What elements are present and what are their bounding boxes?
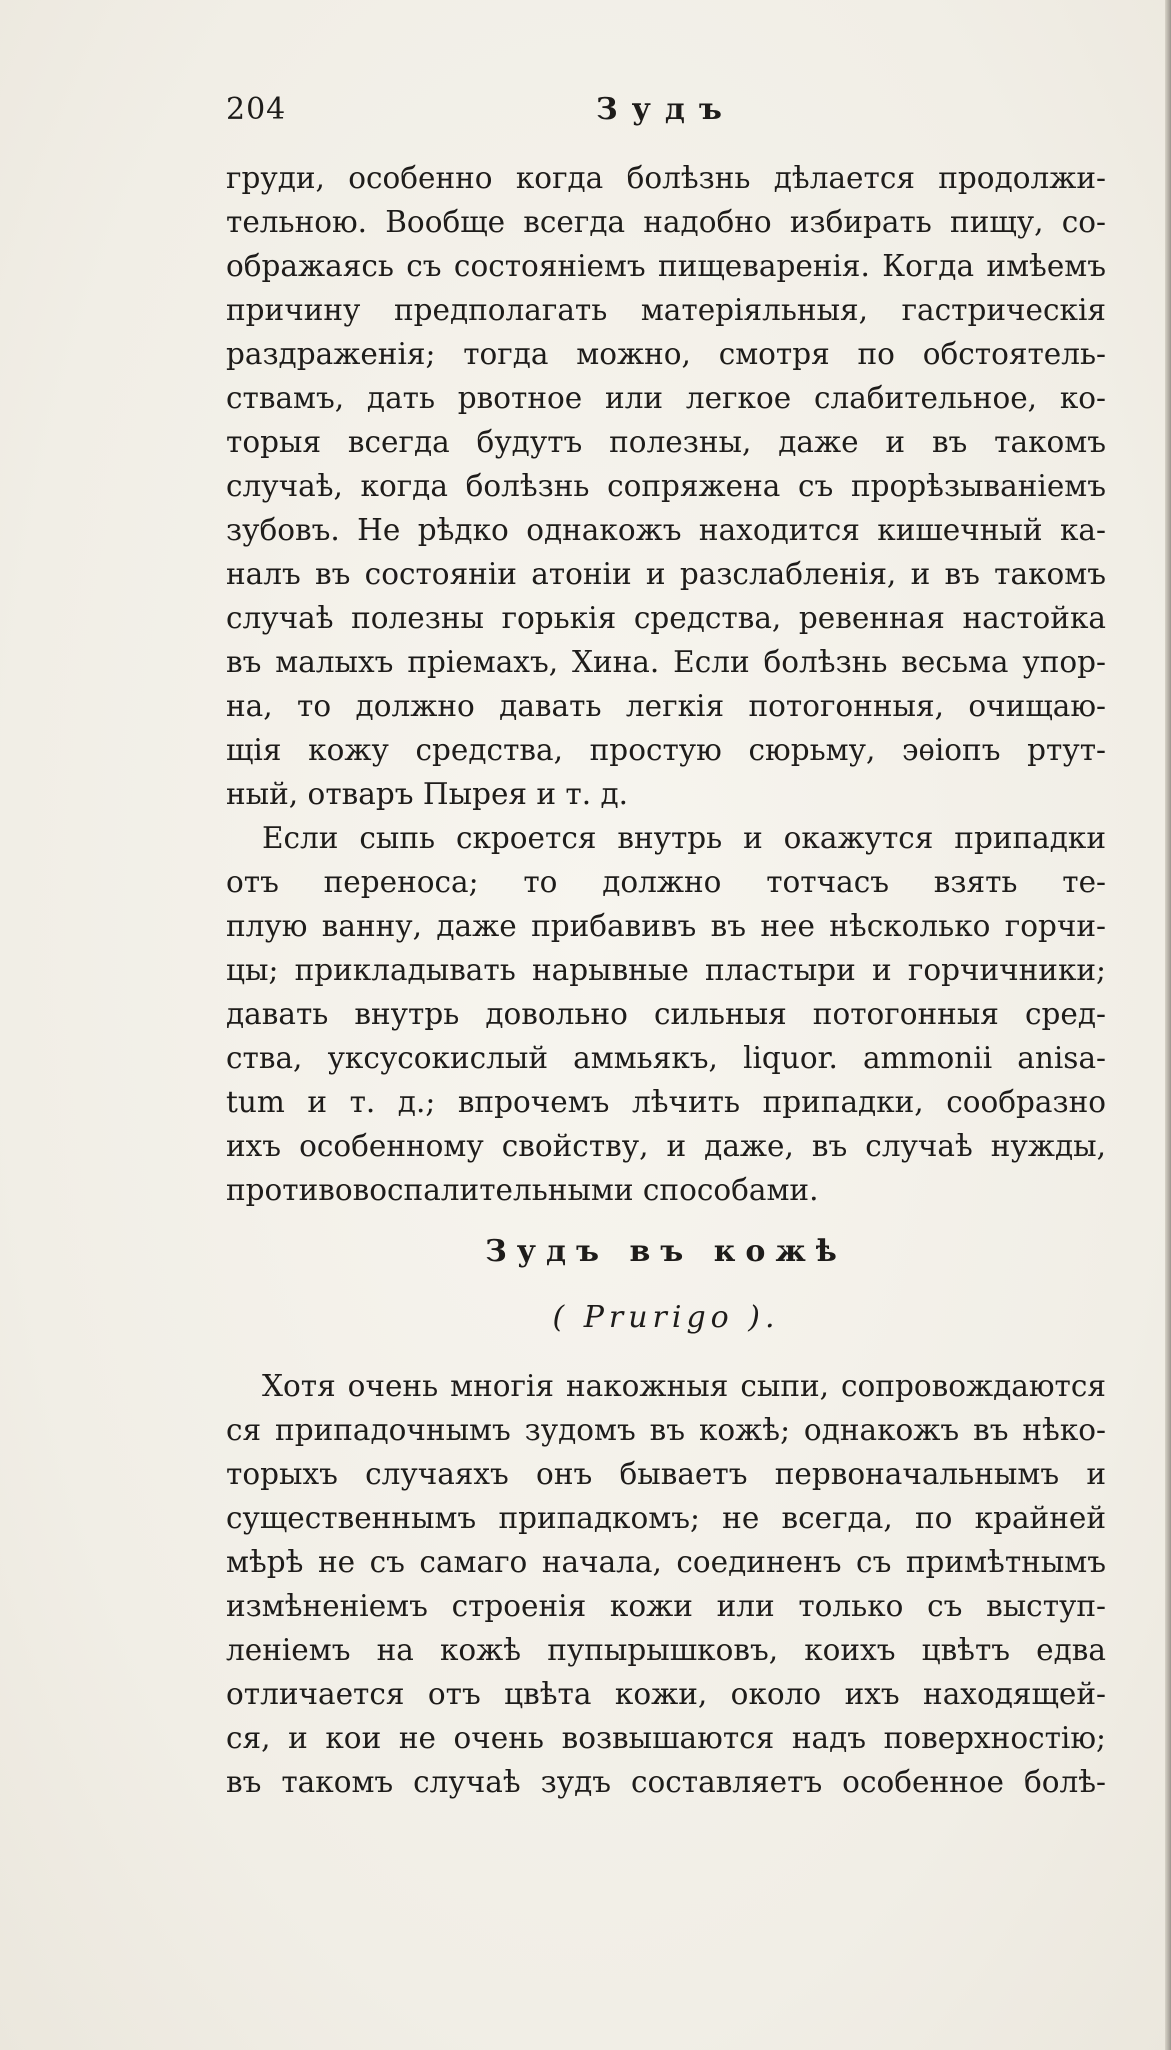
text-line: груди, особенно когда болѣзнь дѣлается продолжи- [226,161,1106,195]
text-line: въ такомъ случаѣ зудъ составляетъ особенное болѣ- [226,1765,1106,1799]
text-line: ства, уксусокислый аммьякъ, liquor. ammonii anisa- [226,1041,1106,1075]
text-line: причину предполагать матеріяльныя, гастрическія [226,293,1106,327]
section-heading: Зудъ въ кожѣ [485,1234,847,1269]
main-text-block [226,156,1106,1212]
section-text-block [226,1364,1106,1804]
paragraph-first-line: Если сыпь скроется внутрь и окажутся припадки [262,821,1106,855]
text-line: на, то должно давать легкія потогонныя, очищаю- [226,689,1106,723]
text-line: отличается отъ цвѣта кожи, около ихъ находящей- [226,1677,1106,1711]
text-line: ображаясь съ состояніемъ пищеваренія. Когда имѣемъ [226,249,1106,283]
text-line: существеннымъ припадкомъ; не всегда, по крайней [226,1501,1106,1535]
text-line: тельною. Вообще всегда надобно избирать пищу, со- [226,205,1106,239]
page-header [226,92,1106,140]
page-number: 204 [226,92,287,127]
text-line: ся, и кои не очень возвышаются надъ поверхностію; [226,1721,1106,1755]
text-line: торыхъ случаяхъ онъ бываетъ первоначальнымъ и [226,1457,1106,1491]
text-line: леніемъ на кожѣ пупырышковъ, коихъ цвѣтъ едва [226,1633,1106,1667]
text-line: ный, отваръ Пырея и т. д. [226,777,629,811]
text-line: плую ванну, даже прибавивъ въ нее нѣсколько горчи- [226,909,1106,943]
text-line: налъ въ состояніи атоніи и разслабленія, и въ такомъ [226,557,1106,591]
text-line: давать внутрь довольно сильныя потогонныя сред- [226,997,1106,1031]
text-line: tum и т. д.; впрочемъ лѣчить припадки, сообразно [226,1085,1106,1119]
text-line: ся припадочнымъ зудомъ въ кожѣ; однакожъ въ нѣко- [226,1413,1106,1447]
page-edge-shadow [1165,0,1171,2050]
text-line: щія кожу средства, простую сюрьму, эѳіопъ ртут- [226,733,1106,767]
text-line: ихъ особенному свойству, и даже, въ случаѣ нужды, [226,1129,1106,1163]
text-line: случаѣ, когда болѣзнь сопряжена съ прорѣзываніемъ [226,469,1106,503]
running-head: Зудъ [596,92,736,127]
text-line: мѣрѣ не съ самаго начала, соединенъ съ примѣтнымъ [226,1545,1106,1579]
text-line: торыя всегда будутъ полезны, даже и въ такомъ [226,425,1106,459]
text-line: противовоспалительными способами. [226,1173,819,1207]
text-line: случаѣ полезны горькія средства, ревенная настойка [226,601,1106,635]
text-line: цы; прикладывать нарывные пластыри и горчичники; [226,953,1106,987]
section-subheading: ( Prurigo ). [552,1300,780,1335]
paragraph-first-line: Хотя очень многія накожныя сыпи, сопровождаются [262,1369,1106,1403]
text-line: отъ переноса; то должно тотчасъ взять те- [226,865,1106,899]
text-line: раздраженія; тогда можно, смотря по обстоятель- [226,337,1106,371]
text-line: измѣненіемъ строенія кожи или только съ выступ- [226,1589,1106,1623]
text-line: въ малыхъ пріемахъ, Хина. Если болѣзнь весьма упор- [226,645,1106,679]
text-line: зубовъ. Не рѣдко однакожъ находится кишечный ка- [226,513,1106,547]
text-line: ствамъ, дать рвотное или легкое слабительное, ко- [226,381,1106,415]
